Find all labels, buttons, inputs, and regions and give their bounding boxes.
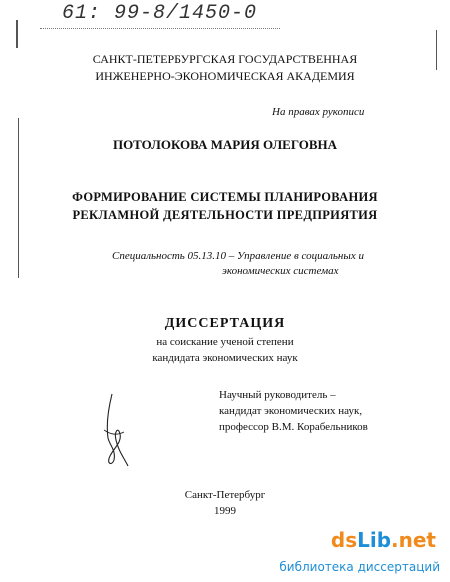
header-divider <box>40 28 280 29</box>
dissertation-title-line-1: ФОРМИРОВАНИЕ СИСТЕМЫ ПЛАНИРОВАНИЯ <box>72 190 378 204</box>
watermark-logo <box>331 528 436 552</box>
dissertation-title-line-2: РЕКЛАМНОЙ ДЕЯТЕЛЬНОСТИ ПРЕДПРИЯТИЯ <box>72 208 378 222</box>
archive-number-stamp: 61: 99-8/1450-0 <box>62 2 258 25</box>
watermark-logo-net: .net <box>391 528 436 552</box>
supervisor-line-2: кандидат экономических наук, <box>219 405 363 417</box>
degree-line-2: кандидата экономических наук <box>152 352 298 364</box>
watermark-subtitle: библиотека диссертаций <box>279 560 440 574</box>
watermark-logo-lib: Lib <box>357 528 392 552</box>
manuscript-note: На правах рукописи <box>272 106 365 118</box>
degree-line-1: на соискание ученой степени <box>156 336 294 348</box>
author-name: ПОТОЛОКОВА МАРИЯ ОЛЕГОВНА <box>112 137 338 152</box>
supervisor-line-3: профессор В.М. Корабельников <box>219 421 368 433</box>
specialty-line-1: Специальность 05.13.10 – Управление в социальных и <box>112 250 364 262</box>
scan-edge-mark <box>16 20 18 48</box>
institution-line-2: ИНЖЕНЕРНО-ЭКОНОМИЧЕСКАЯ АКАДЕМИЯ <box>95 69 355 83</box>
year: 1999 <box>214 505 236 517</box>
author-signature <box>98 390 134 470</box>
supervisor-line-1: Научный руководитель – <box>219 389 336 401</box>
institution-line-1: САНКТ-ПЕТЕРБУРГСКАЯ ГОСУДАРСТВЕННАЯ <box>92 52 358 66</box>
specialty-line-2: экономических системах <box>222 265 339 277</box>
watermark-logo-ds: ds <box>330 528 358 552</box>
city: Санкт-Петербург <box>184 489 266 501</box>
work-type: ДИССЕРТАЦИЯ <box>164 316 286 331</box>
